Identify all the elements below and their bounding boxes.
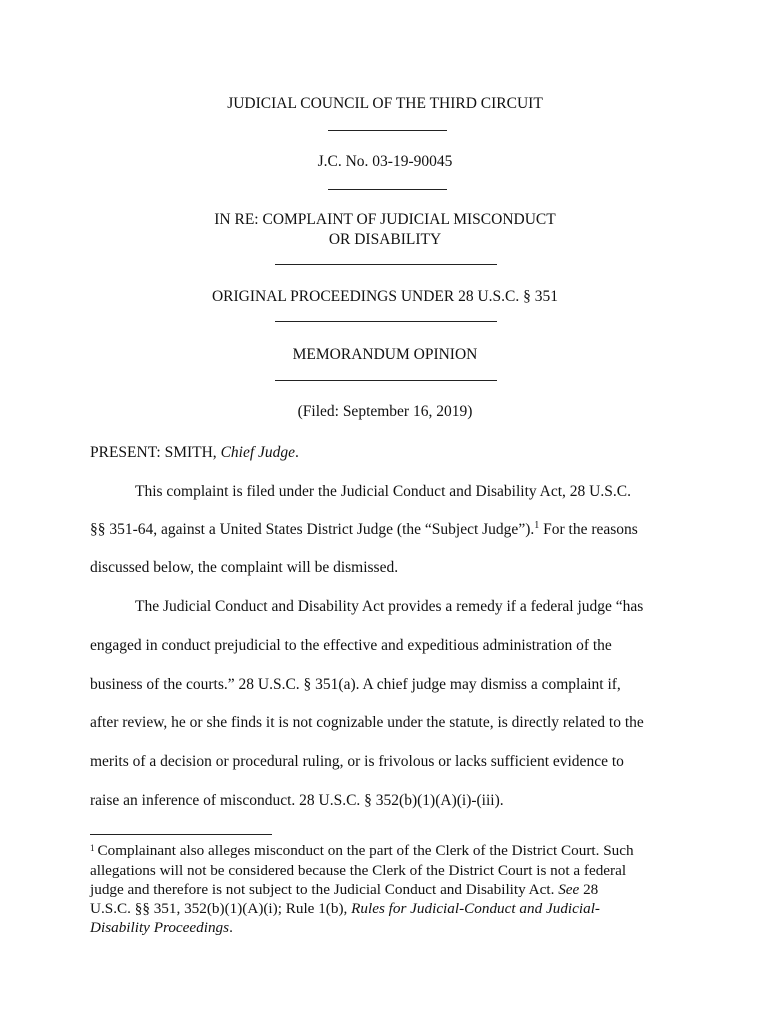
footnote-line-5-end: .: [229, 919, 233, 936]
footnote-separator: [90, 834, 272, 835]
case-title-line-1: IN RE: COMPLAINT OF JUDICIAL MISCONDUCT: [214, 211, 556, 228]
footnote-mark: 1: [90, 843, 95, 853]
para2-line-5: merits of a decision or procedural ruling, or is frivolous or lacks sufficient evidence to: [90, 753, 624, 770]
para1-line-2-text: §§ 351-64, against a United States District Judge (the “Subject Judge”).: [90, 521, 535, 538]
present-title: Chief Judge: [220, 444, 296, 461]
para1-line-2-end: For the reasons: [539, 521, 638, 538]
caption-divider: [275, 264, 497, 265]
caption-divider: [328, 189, 447, 190]
filed-date: (Filed: September 16, 2019): [297, 403, 473, 420]
footnote-line-3-text: judge and therefore is not subject to the Judicial Conduct and Disability Act.: [90, 881, 559, 898]
para2-line-2: engaged in conduct prejudicial to the effective and expeditious administration of the: [90, 637, 612, 654]
document-type: MEMORANDUM OPINION: [292, 346, 478, 363]
footnote-line-4-text: U.S.C. §§ 351, 352(b)(1)(A)(i); Rule 1(b),: [90, 900, 352, 917]
caption-divider: [275, 380, 497, 381]
caption-divider: [275, 321, 497, 322]
proceedings-heading: ORIGINAL PROCEEDINGS UNDER 28 U.S.C. § 351: [211, 288, 559, 305]
footnote-line-5: [90, 918, 233, 937]
para2-line-3: business of the courts.” 28 U.S.C. § 351(a). A chief judge may dismiss a complaint if,: [90, 676, 621, 693]
para1-line-1: This complaint is filed under the Judicial Conduct and Disability Act, 28 U.S.C.: [135, 483, 631, 500]
present-suffix: .: [295, 444, 299, 461]
footnote-line-4: [90, 899, 600, 918]
para2-line-6: raise an inference of misconduct. 28 U.S.C. § 352(b)(1)(A)(i)-(iii).: [90, 792, 504, 809]
footnote-rules-title-cont: Disability Proceedings: [90, 919, 230, 936]
para1-line-3: discussed below, the complaint will be dismissed.: [90, 559, 399, 576]
footnote-line-2: allegations will not be considered because the Clerk of the District Court is not a federal: [90, 862, 627, 879]
caption-divider: [328, 130, 447, 131]
footnote-see-signal: See: [558, 881, 580, 898]
court-name: JUDICIAL COUNCIL OF THE THIRD CIRCUIT: [227, 95, 543, 112]
present-prefix: PRESENT: SMITH,: [90, 444, 221, 461]
footnote-line-3-end: 28: [579, 881, 599, 898]
footnote-line-1: [90, 841, 634, 862]
footnote-line-1-text: Complainant also alleges misconduct on the part of the Clerk of the District Court. Such: [97, 842, 634, 859]
para2-line-4: after review, he or she finds it is not cognizable under the statute, is directly related to the: [90, 714, 644, 731]
case-number: J.C. No. 03-19-90045: [317, 153, 453, 170]
para1-line-2: [90, 520, 638, 541]
case-title-line-2: OR DISABILITY: [328, 231, 442, 248]
footnote-reference[interactable]: 1: [534, 520, 540, 531]
footnote-rules-title: Rules for Judicial-Conduct and Judicial-: [351, 900, 600, 917]
para2-line-1: The Judicial Conduct and Disability Act provides a remedy if a federal judge “has: [135, 598, 644, 615]
present-line: [90, 443, 299, 462]
footnote-line-3: [90, 880, 598, 899]
